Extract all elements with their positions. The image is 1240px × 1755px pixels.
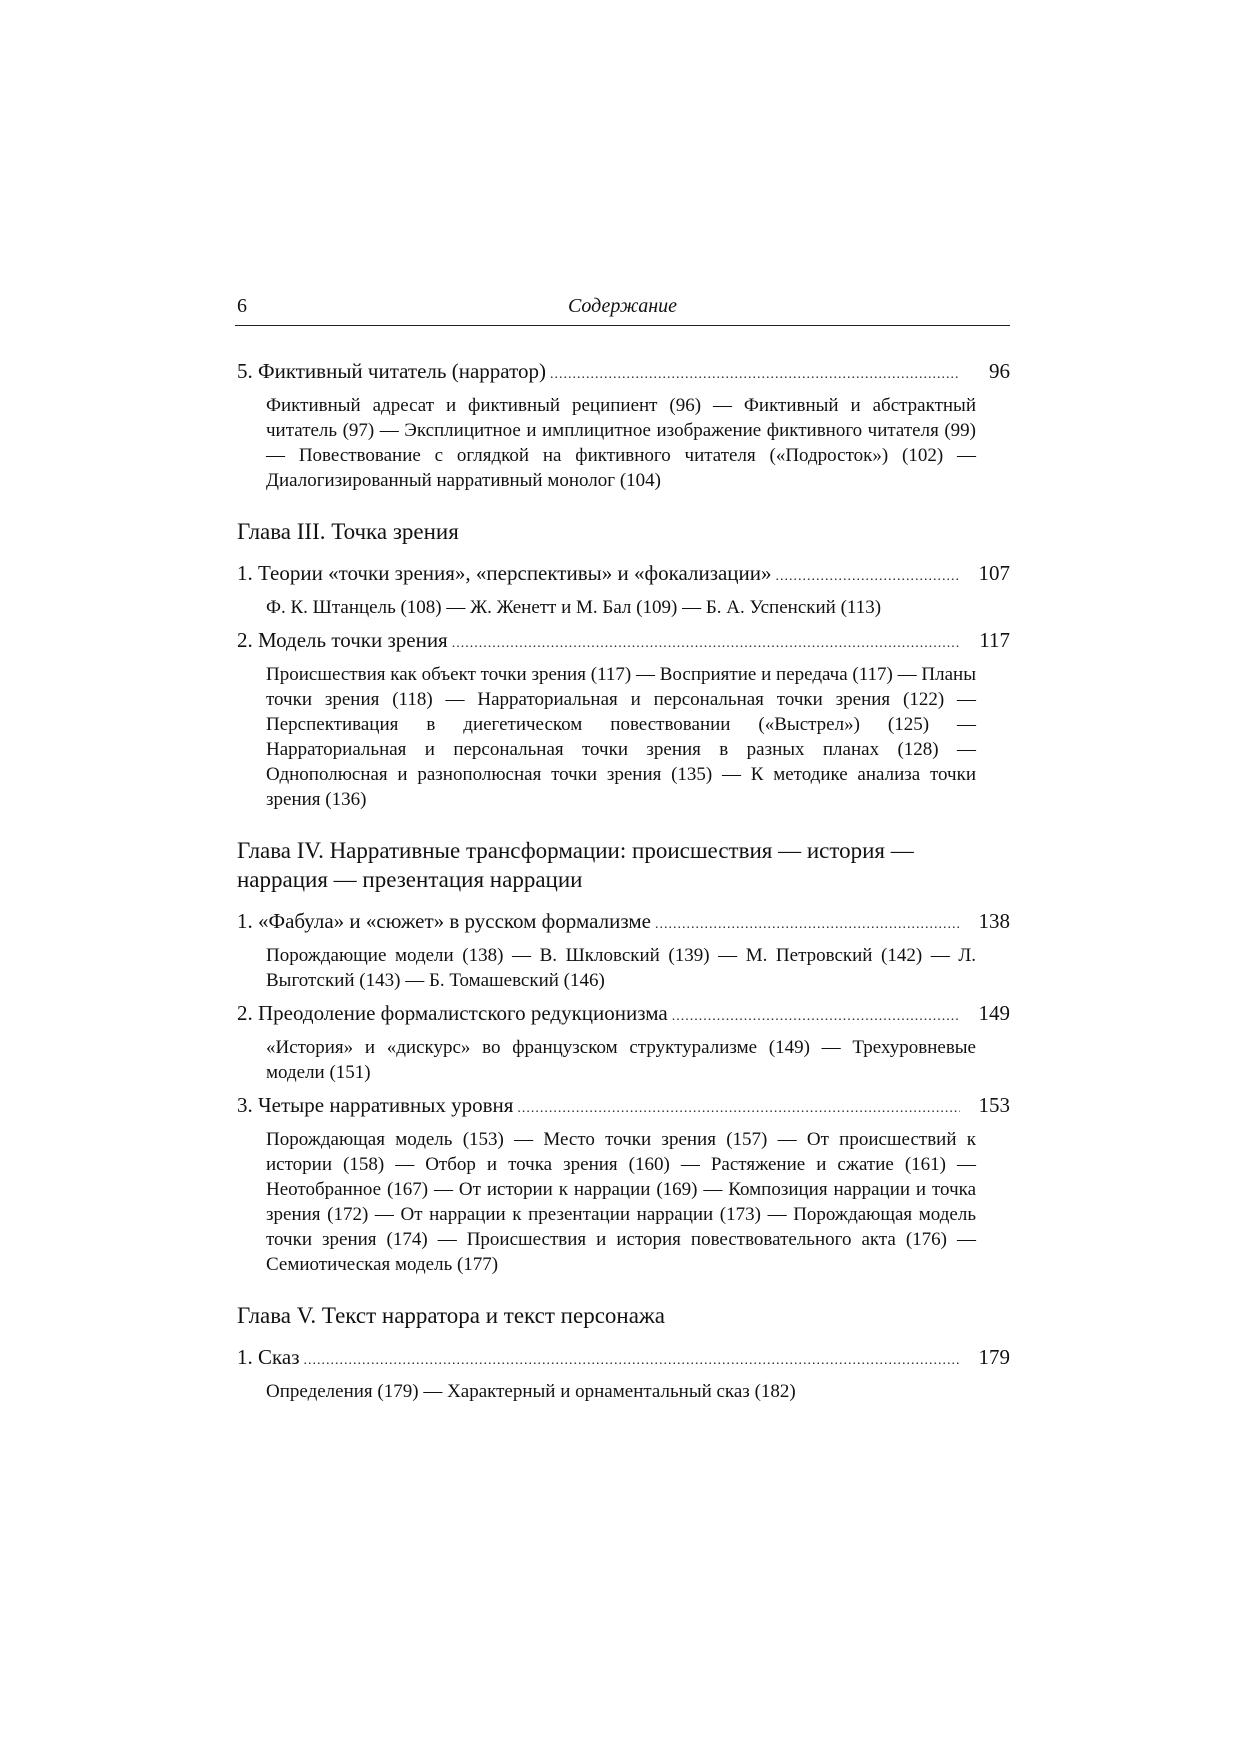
dot-leader bbox=[672, 1003, 960, 1031]
header-page-number: 6 bbox=[237, 295, 247, 317]
entry-page-number: 179 bbox=[978, 1345, 1010, 1369]
toc-entry bbox=[237, 1091, 1010, 1123]
entry-description: Порождающие модели (138) — В. Шкловский (139) — М. Петровский (142) — Л. Выготский (143) — Б. Томашевский (146) bbox=[266, 945, 976, 991]
entry-page-number: 153 bbox=[978, 1093, 1010, 1117]
dot-leader bbox=[655, 911, 960, 939]
entry-title: Преодоление формалистского редукционизма bbox=[258, 1001, 668, 1025]
entry-number: 1. bbox=[237, 1345, 258, 1369]
entry-title: Четыре нарративных уровня bbox=[258, 1093, 514, 1117]
entry-description: Происшествия как объект точки зрения (117) — Восприятие и передача (117) — Планы точки зрения (118) — Нарраториальная и персональная точки зрения (122) — Перспективация в диегетическом повествовании («Выстрел») (125) — Нарраториальная и персональная точки зрения в разных планах (128) — Однополюсная и разнополюсная точки зрения (135) — К методике анализа точки зрения (136) bbox=[266, 664, 976, 810]
entry-description: Фиктивный адресат и фиктивный реципиент (96) — Фиктивный и абстрактный читатель (97) — Эксплицитное и имплицитное изображение фиктивного читателя (99) — Повествование с оглядкой на фиктивного читателя («Подросток») (102) — Диалогизированный нарративный монолог (104) bbox=[266, 395, 976, 491]
toc-entry bbox=[237, 626, 1010, 658]
toc-entry bbox=[237, 1343, 1010, 1375]
entry-number: 5. bbox=[237, 359, 258, 383]
entry-title: Сказ bbox=[258, 1345, 300, 1369]
running-header bbox=[235, 295, 1010, 326]
entry-description: Ф. К. Штанцель (108) — Ж. Женетт и М. Бал (109) — Б. А. Успенский (113) bbox=[266, 597, 882, 618]
entry-page-number: 149 bbox=[978, 1001, 1010, 1025]
entry-number: 3. bbox=[237, 1093, 258, 1117]
toc-entry bbox=[237, 999, 1010, 1031]
entry-title: Теории «точки зрения», «перспективы» и «фокализации» bbox=[258, 561, 772, 585]
entry-description: Определения (179) — Характерный и орнаментальный сказ (182) bbox=[266, 1381, 796, 1402]
dot-leader bbox=[452, 630, 960, 658]
toc-entry bbox=[237, 907, 1010, 939]
entry-page-number: 96 bbox=[989, 359, 1010, 383]
header-title: Содержание bbox=[567, 295, 678, 317]
dot-leader bbox=[776, 563, 960, 591]
dot-leader bbox=[304, 1347, 960, 1375]
chapter-heading: Глава IV. Нарративные трансформации: происшествия — история — наррация — презентация наррации bbox=[237, 838, 914, 892]
toc-entry bbox=[237, 559, 1010, 591]
entry-page-number: 117 bbox=[979, 628, 1010, 652]
chapter-heading: Глава V. Текст нарратора и текст персонажа bbox=[237, 1303, 666, 1328]
entry-number: 1. bbox=[237, 909, 258, 933]
entry-title: Модель точки зрения bbox=[258, 628, 448, 652]
chapter-heading: Глава III. Точка зрения bbox=[237, 519, 459, 544]
entry-title: «Фабула» и «сюжет» в русском формализме bbox=[258, 909, 651, 933]
entry-page-number: 107 bbox=[978, 561, 1010, 585]
entry-number: 2. bbox=[237, 1001, 258, 1025]
table-of-contents bbox=[237, 357, 1010, 1404]
dot-leader bbox=[517, 1095, 960, 1123]
entry-description: «История» и «дискурс» во французском структурализме (149) — Трехуровневые модели (151) bbox=[266, 1037, 976, 1083]
entry-number: 2. bbox=[237, 628, 258, 652]
entry-number: 1. bbox=[237, 561, 258, 585]
dot-leader bbox=[550, 361, 960, 389]
entry-page-number: 138 bbox=[978, 909, 1010, 933]
entry-title: Фиктивный читатель (нарратор) bbox=[258, 359, 546, 383]
entry-description: Порождающая модель (153) — Место точки зрения (157) — От происшествий к истории (158) — Отбор и точка зрения (160) — Растяжение и сжатие (161) — Неотобранное (167) — От истории к наррации (169) — Композиция наррации и точка зрения (172) — От наррации к презентации наррации (173) — Порождающая модель точки зрения (174) — Происшествия и история повествовательного акта (176) — Семиотическая модель (177) bbox=[266, 1129, 976, 1275]
toc-entry bbox=[237, 357, 1010, 389]
